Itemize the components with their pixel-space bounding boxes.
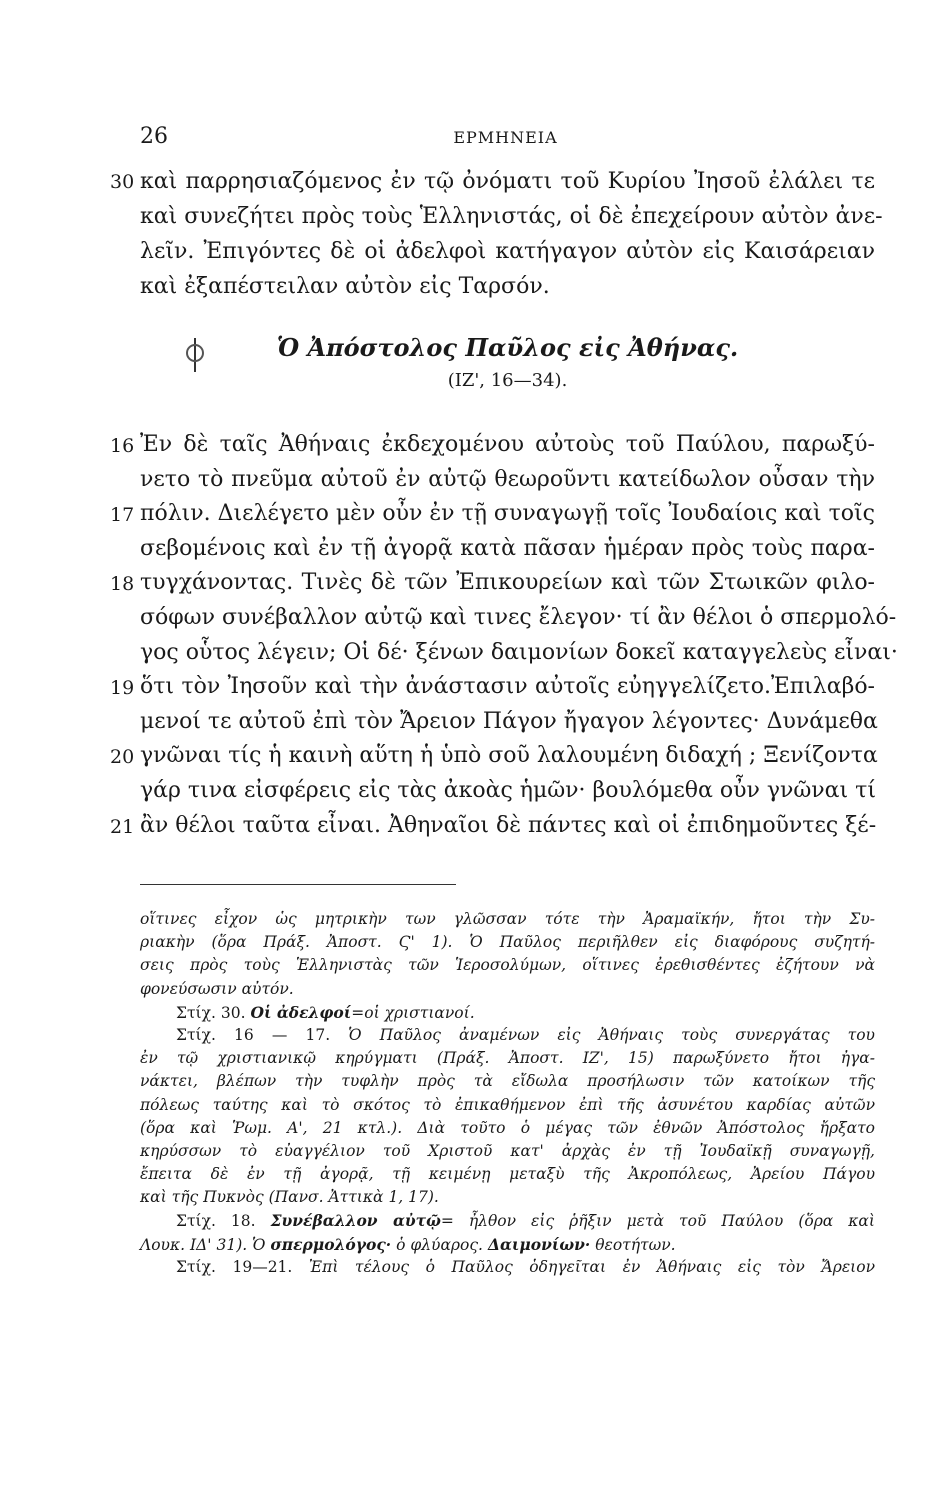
note-label: Στίχ. 16 — 17. (176, 1025, 331, 1044)
note-line: κηρύσσων τὸ εὐαγγέλιον τοῦ Χριστοῦ κατ' ἀρχὰς ἐν τῇ Ἰουδαϊκῇ συναγωγῇ, (140, 1141, 875, 1160)
passage-acts-9 (110, 164, 883, 304)
section-heading (140, 330, 875, 400)
section-reference: (ΙΖ', 16—34). (447, 370, 568, 391)
note-label: Στίχ. 18. (176, 1212, 256, 1231)
text-line: 21 ἂν θέλοι ταῦτα εἶναι. Ἀθηναῖοι δὲ πάντες καὶ οἱ ἐπιδημοῦντες ξέ- (140, 809, 875, 844)
text-line: νετο τὸ πνεῦμα αὐτοῦ ἐν αὐτῷ θεωροῦντι κατείδωλον οὖσαν τὴν (140, 466, 875, 492)
passage-acts-17 (110, 428, 898, 843)
text-line: καὶ ἐξαπέστειλαν αὐτὸν εἰς Ταρσόν. (140, 274, 550, 299)
note-term: Οἱ ἀδελφοί (250, 1002, 352, 1022)
running-title: ΕΡΜΗΝΕΙΑ (453, 128, 558, 147)
text-line: γος οὗτος λέγειν; Οἱ δέ· ξένων δαιμονίων δοκεῖ καταγγελεὺς εἶναι· (140, 639, 898, 665)
verse-number: 30 (110, 171, 135, 193)
note-verse-30: Στίχ. 30. Οἱ ἀδελφοί=οἱ χριστιανοί. (176, 1002, 475, 1022)
text-line: σόφων συνέβαλλον αὐτῷ καὶ τινες ἔλεγον· τί ἂν θέλοι ὁ σπερμολό- (140, 604, 897, 630)
verse-number: 21 (110, 815, 135, 838)
note-line: (ὅρα καὶ Ῥωμ. Α', 21 κτλ.). Διὰ τοῦτο ὁ μέγας τῶν ἐθνῶν Ἀπόστολος ἤρξατο (140, 1118, 875, 1137)
note-verse-16-17: Στίχ. 16 — 17. Ὁ Παῦλος ἀναμένων εἰς Ἀθήναις τοὺς συνεργάτας του (176, 1025, 875, 1044)
page-number: 26 (140, 124, 168, 149)
note-line: ἐν τῷ χριστιανικῷ κηρύγματι (Πράξ. Ἀποστ. ΙΖ', 15) παρωξύνετο ἤτοι ἠγα- (140, 1049, 875, 1068)
text-line: 30 καὶ παρρησιαζόμενος ἐν τῷ ὀνόματι τοῦ Κυρίου Ἰησοῦ ἐλάλει τε (140, 164, 875, 199)
note-term: σπερμολόγος· (270, 1234, 392, 1254)
text-line: καὶ συνεζήτει πρὸς τοὺς Ἑλληνιστάς, οἱ δὲ ἐπεχείρουν αὐτὸν ἀνε- (140, 204, 883, 229)
section-title: Ὁ Ἀπόστολος Παῦλος εἰς Ἀθήνας. (276, 333, 739, 362)
note-line: φονεύσωσιν αὐτόν. (140, 979, 294, 998)
text-line: 16 Ἐν δὲ ταῖς Ἀθήναις ἐκδεχομένου αὐτοὺς τοῦ Παύλου, παρωξύ- (140, 428, 875, 463)
text-line: 19 ὅτι τὸν Ἰησοῦν καὶ τὴν ἀνάστασιν αὐτοῖς εὐηγγελίζετο.Ἐπιλαβό- (140, 670, 875, 705)
text-line: 20 γνῶναι τίς ἡ καινὴ αὕτη ἡ ὑπὸ σοῦ λαλουμένη διδαχή ; Ξενίζοντα (140, 739, 875, 774)
note-term: Συνέβαλλον αὐτῷ (270, 1211, 441, 1231)
text-line: σεβομένοις καὶ ἐν τῇ ἀγορᾷ κατὰ πᾶσαν ἡμέραν πρὸς τοὺς παρα- (140, 535, 875, 561)
verse-number: 17 (110, 504, 135, 527)
note-verse-19-21: Στίχ. 19—21. Ἐπὶ τέλους ὁ Παῦλος ὁδηγεῖται ἐν Ἀθήναις εἰς τὸν Ἄρειον (176, 1257, 875, 1276)
verse-number: 18 (110, 573, 135, 596)
verse-number: 16 (110, 435, 135, 457)
note-line: οἵτινες εἶχον ὡς μητρικὴν των γλῶσσαν τότε τὴν Ἀραμαϊκήν, ἤτοι τὴν Συ- (140, 910, 875, 928)
cross-ornament-icon (184, 336, 206, 374)
note-label: Στίχ. 30. (176, 1003, 246, 1022)
text-line: 17 πόλιν. Διελέγετο μὲν οὖν ἐν τῇ συναγωγῇ τοῖς Ἰουδαίοις καὶ τοῖς (140, 497, 875, 532)
verse-number: 20 (110, 746, 135, 769)
footnotes (140, 908, 875, 1279)
note-line: πόλεως ταύτης καὶ τὸ σκότος τὸ ἐπικαθήμενον ἐπὶ τῆς ἀσυνέτου καρδίας αὐτῶν (140, 1095, 875, 1114)
note-line: ριακὴν (ὅρα Πράξ. Ἀποστ. Ϛ' 1). Ὁ Παῦλος περιῆλθεν εἰς διαφόρους συζητή- (140, 933, 875, 952)
note-verse-18: Στίχ. 18. Συνέβαλλον αὐτῷ= ἦλθον εἰς ῥῆξιν μετὰ τοῦ Παύλου (ὅρα καὶ (176, 1211, 875, 1231)
text-line: γάρ τινα εἰσφέρεις εἰς τὰς ἀκοὰς ἡμῶν· βουλόμεθα οὖν γνῶναι τί (140, 777, 876, 803)
text-line: μενοί τε αὐτοῦ ἐπὶ τὸν Ἄρειον Πάγον ἤγαγον λέγοντες· Δυνάμεθα (140, 708, 878, 734)
note-line: καὶ τῆς Πυκνὸς (Πανσ. Ἀττικὰ 1, 17). (140, 1188, 439, 1207)
note-label: Στίχ. 19—21. (176, 1257, 293, 1276)
text-line: 18 τυγχάνοντας. Τινὲς δὲ τῶν Ἐπικουρείων καὶ τῶν Στωικῶν φιλο- (140, 566, 875, 601)
text-line: λεῖν. Ἐπιγόντες δὲ οἱ ἀδελφοὶ κατήγαγον αὐτὸν εἰς Καισάρειαν (140, 239, 875, 264)
verse-number: 19 (110, 677, 135, 700)
running-head (140, 124, 871, 154)
note-line: Λουκ. ΙΔ' 31). Ὁ σπερμολόγος· ὁ φλύαρος. Δαιμονίων· θεοτήτων. (140, 1234, 676, 1254)
note-line: ἔπειτα δὲ ἐν τῇ ἀγορᾷ, τῇ κειμένῃ μεταξὺ τῆς Ἀκροπόλεως, Ἀρείου Πάγου (140, 1165, 875, 1184)
footnote-divider (140, 884, 456, 885)
note-term: Δαιμονίων· (487, 1234, 591, 1254)
note-line: σεις πρὸς τοὺς Ἑλληνιστὰς τῶν Ἱεροσολύμων, οἵτινες ἐρεθισθέντες ἐζήτουν νὰ (140, 956, 875, 975)
note-line: νάκτει, βλέπων τὴν τυφλὴν πρὸς τὰ εἴδωλα προσήλωσιν τῶν κατοίκων τῆς (140, 1072, 875, 1091)
